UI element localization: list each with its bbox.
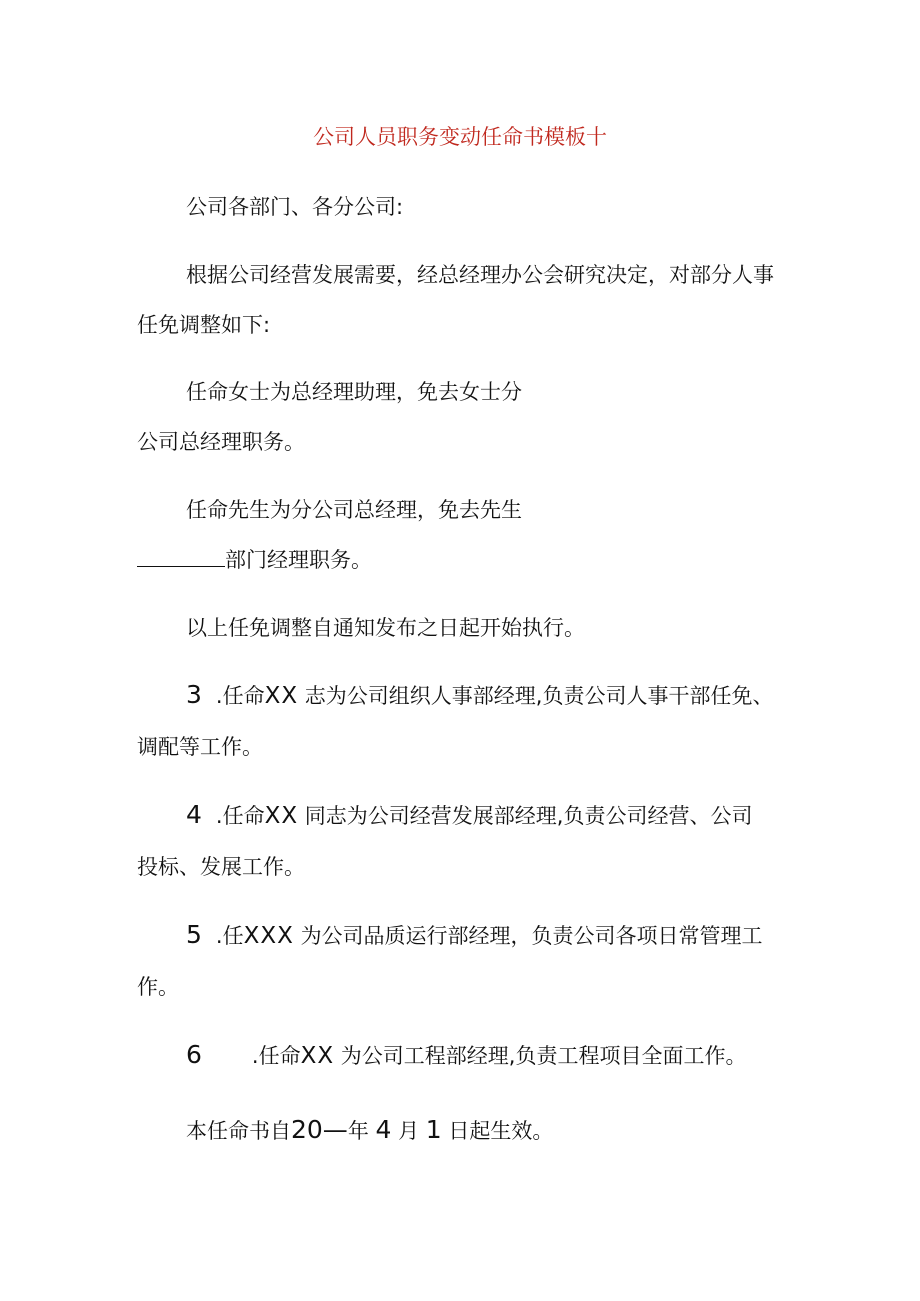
appointment-2-line-2 — [137, 545, 372, 575]
intro-line-1: 根据公司经营发展需要，经总经理办公会研究决定，对部分人事 — [186, 263, 774, 287]
appointment-2-suffix: 部门经理职务。 — [225, 548, 372, 572]
item-5-number: 5 — [186, 920, 202, 949]
item-5 — [186, 920, 763, 951]
appointment-1-line-1: 任命女士为总经理助理，免去女士分 — [186, 380, 522, 404]
item-6-prefix: .任命 — [251, 1044, 301, 1068]
item-6-name: XX — [300, 1043, 335, 1069]
execution-notice: 以上任免调整自通知发布之日起开始执行。 — [186, 616, 585, 640]
item-3 — [186, 680, 773, 711]
effective-prefix: 本任命书自 — [186, 1119, 291, 1143]
document-title: 公司人员职务变动任命书模板十 — [313, 125, 607, 149]
effective-year: 20— — [291, 1115, 348, 1144]
item-3-text: 志为公司组织人事部经理,负责公司人事干部任免、 — [304, 684, 774, 708]
salutation: 公司各部门、各分公司: — [186, 195, 404, 219]
item-6 — [186, 1040, 746, 1071]
item-6-text: 为公司工程部经理,负责工程项目全面工作。 — [340, 1044, 747, 1068]
item-5-prefix: .任 — [215, 924, 244, 948]
effective-month: 4 — [375, 1115, 392, 1144]
appointment-1-line-2: 公司总经理职务。 — [137, 430, 305, 454]
item-3-continuation: 调配等工作。 — [137, 735, 263, 759]
effective-day: 1 — [425, 1115, 442, 1144]
effective-month-unit: 月 — [398, 1119, 420, 1143]
item-4 — [186, 800, 752, 831]
intro-line-2: 任免调整如下: — [137, 313, 271, 337]
item-4-continuation: 投标、发展工作。 — [137, 855, 305, 879]
effective-year-unit: 年 — [347, 1119, 369, 1143]
item-4-name: XX — [264, 803, 299, 829]
item-3-prefix: .任命 — [215, 684, 265, 708]
effective-suffix: 日起生效。 — [448, 1119, 554, 1143]
item-4-prefix: .任命 — [215, 804, 265, 828]
item-4-number: 4 — [186, 800, 202, 829]
item-6-number: 6 — [186, 1040, 202, 1069]
item-5-text: 为公司品质运行部经理，负责公司各项日常管理工 — [300, 924, 763, 948]
name-blank-underline — [137, 546, 225, 567]
item-4-text: 同志为公司经营发展部经理,负责公司经营、公司 — [304, 804, 753, 828]
effective-date — [186, 1115, 553, 1146]
item-3-name: XX — [264, 683, 299, 709]
item-3-number: 3 — [186, 680, 202, 709]
appointment-2-line-1: 任命先生为分公司总经理，免去先生 — [186, 498, 522, 522]
item-5-continuation: 作。 — [137, 975, 179, 999]
item-5-name: XXX — [243, 923, 294, 949]
